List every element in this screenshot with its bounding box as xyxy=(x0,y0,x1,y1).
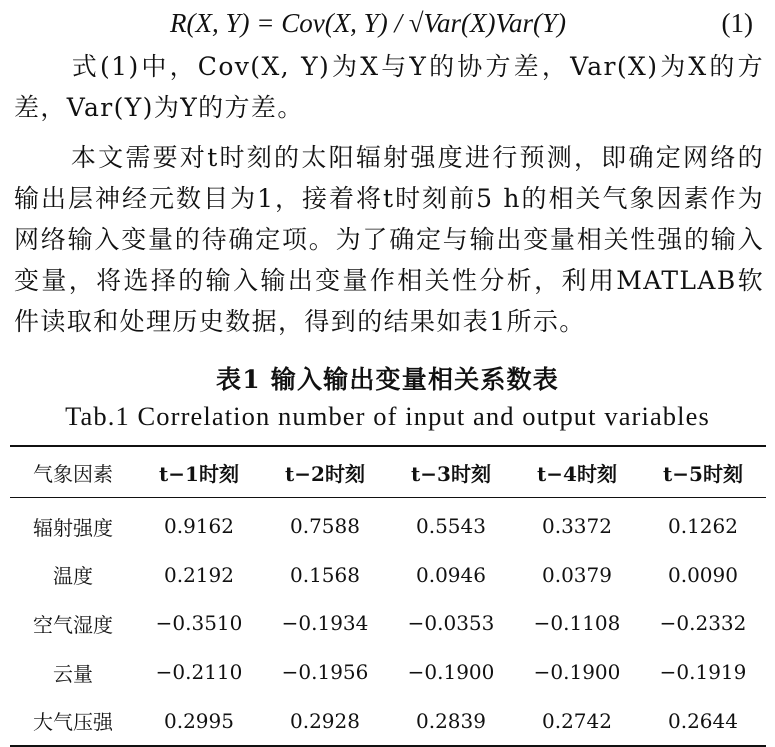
table-cell: 0.7588 xyxy=(290,514,360,539)
table-cell: −0.1956 xyxy=(281,660,369,685)
header-factor: 气象因素 xyxy=(33,461,113,486)
table-cell: −0.3510 xyxy=(155,611,243,636)
paragraph-1-text: 式(1)中，Cov(X, Y)为X与Y的协方差，Var(X)为X的方差，Var(Y)为Y的方差。 xyxy=(14,52,764,122)
header-col-t5: t−5时刻 xyxy=(663,461,743,486)
table-cell: 0.2644 xyxy=(668,708,738,733)
paragraph-2-text: 本文需要对t时刻的太阳辐射强度进行预测，即确定网络的输出层神经元数目为1，接着将t时刻前5 h的相关气象因素作为网络输入变量的待确定项。为了确定与输出变量相关性强的输入变量，将选择的输入输出变量作相关性分析，利用MATLAB软件读取和处理历史数据，得到的结果如表1所示。 xyxy=(14,143,764,336)
formula-1 xyxy=(0,6,775,46)
table-row xyxy=(10,498,766,551)
table-row xyxy=(10,696,766,746)
row-factor: 辐射强度 xyxy=(33,515,113,540)
row-factor: 大气压强 xyxy=(33,710,113,735)
table-cell: −0.1900 xyxy=(407,660,495,685)
table-caption-chinese: 表1 输入输出变量相关系数表 xyxy=(216,365,559,394)
table-row xyxy=(10,551,766,600)
table-cell: −0.2332 xyxy=(659,611,747,636)
table-row xyxy=(10,648,766,697)
table-cell: 0.3372 xyxy=(542,514,612,539)
paragraph-formula-explanation xyxy=(14,46,764,128)
table-row xyxy=(10,599,766,648)
table-cell: 0.1568 xyxy=(290,562,360,587)
header-col-t4: t−4时刻 xyxy=(537,461,617,486)
paragraph-method xyxy=(14,137,764,342)
table-cell: −0.1934 xyxy=(281,611,369,636)
table-cell: 0.1262 xyxy=(668,514,738,539)
formula-number: (1) xyxy=(721,8,753,38)
table-cell: 0.2192 xyxy=(164,562,234,587)
table-cell: 0.0379 xyxy=(542,562,612,587)
table-cell: 0.0946 xyxy=(416,562,486,587)
table-cell: 0.2742 xyxy=(542,708,612,733)
table-cell: −0.1900 xyxy=(533,660,621,685)
table-cell: 0.0090 xyxy=(668,562,738,587)
table-cell: 0.9162 xyxy=(164,514,234,539)
row-factor: 空气湿度 xyxy=(33,612,113,637)
table-cell: 0.2995 xyxy=(164,708,234,733)
table-cell: −0.1108 xyxy=(533,611,621,636)
formula-expression: R(X, Y) = Cov(X, Y) / √Var(X)Var(Y) xyxy=(170,8,566,38)
table-cell: −0.0353 xyxy=(407,611,495,636)
header-col-t3: t−3时刻 xyxy=(411,461,491,486)
table-caption-english: Tab.1 Correlation number of input and output variables xyxy=(65,401,710,431)
table-cell: 0.2839 xyxy=(416,708,486,733)
table-cell: 0.5543 xyxy=(416,514,486,539)
table-cell: −0.1919 xyxy=(659,660,747,685)
table-header-row xyxy=(10,446,766,498)
table-cell: −0.2110 xyxy=(155,660,243,685)
row-factor: 温度 xyxy=(53,564,93,589)
correlation-table xyxy=(10,445,766,747)
table-cell: 0.2928 xyxy=(290,708,360,733)
header-col-t2: t−2时刻 xyxy=(285,461,365,486)
row-factor: 云量 xyxy=(53,661,93,686)
header-col-t1: t−1时刻 xyxy=(159,461,239,486)
